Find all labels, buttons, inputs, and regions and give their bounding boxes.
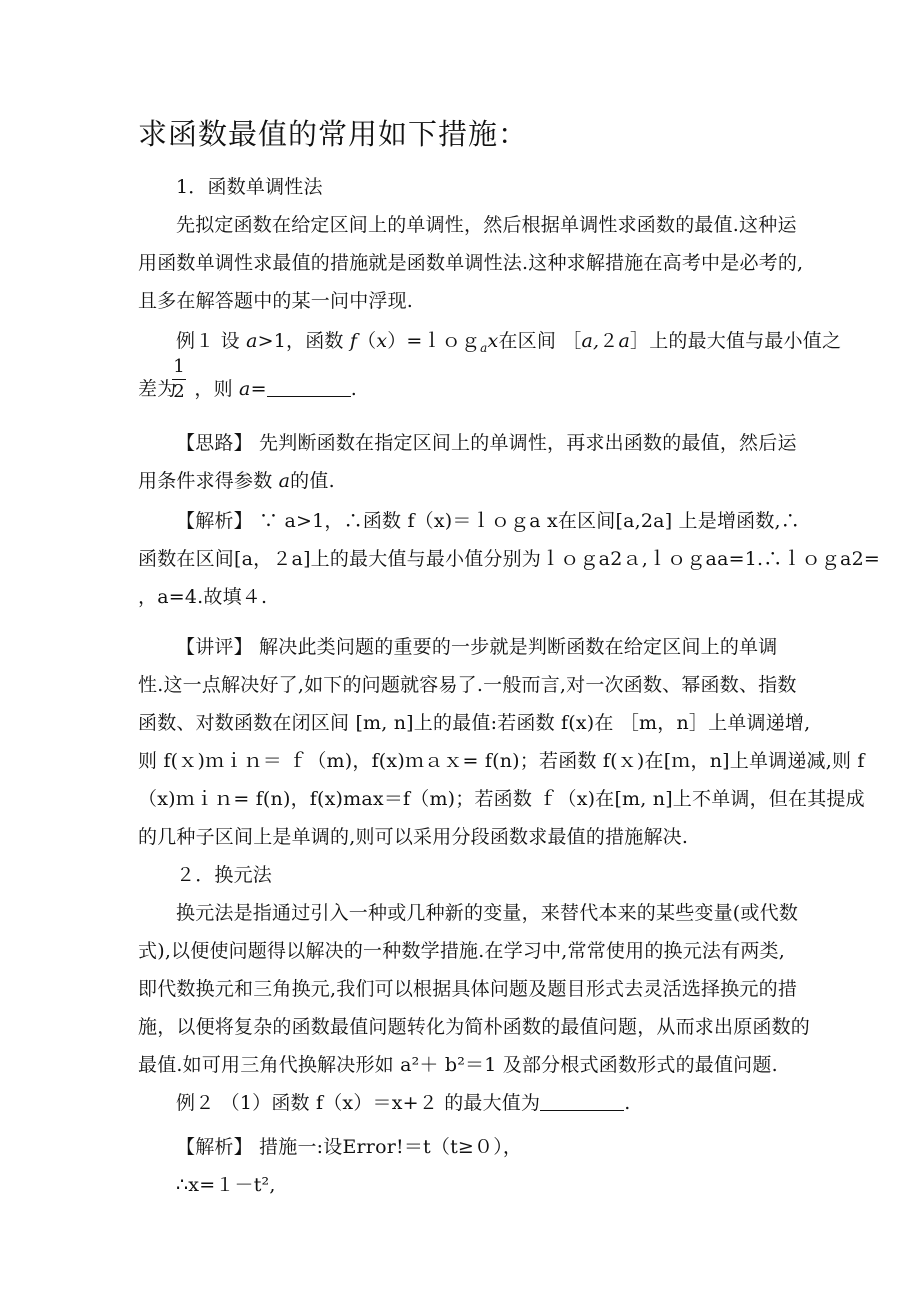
section-2-line-2: 式),以便使问题得以解决的一种数学措施.在学习中,常常使用的换元法有两类, bbox=[138, 940, 785, 962]
example-1-text: ］上的最大值与最小值之 bbox=[630, 330, 842, 352]
solution-2-line-2: ∴x=１－t², bbox=[176, 1174, 276, 1196]
example-1-text: 例１ 设 bbox=[176, 330, 247, 352]
var-x: x bbox=[487, 330, 499, 352]
fraction-one-half bbox=[172, 356, 186, 403]
section-1-heading: 1．函数单调性法 bbox=[176, 176, 323, 198]
comment-line-2: 性.这一点解决好了,如下的问题就容易了.一般而言,对一次函数、幂函数、指数 bbox=[138, 674, 797, 696]
example-1-line-2 bbox=[138, 374, 357, 401]
thought-line-1 bbox=[176, 428, 797, 455]
section-2-line-1: 换元法是指通过引入一种或几种新的变量，来替代本来的某些变量(或代数 bbox=[176, 902, 799, 924]
comment-line-3: 函数、对数函数在闭区间 [m, n]上的最值:若函数 f(x)在 ［m，n］上单调递增, bbox=[138, 712, 811, 734]
var-x: x bbox=[376, 330, 388, 352]
answer-blank[interactable] bbox=[540, 1092, 624, 1111]
fraction-bar bbox=[172, 379, 186, 380]
var-a: a bbox=[246, 330, 258, 352]
solution-1-line-2: 函数在区间[a，２a]上的最大值与最小值分别为ｌｏｇa2ａ,ｌｏｇaa=1.∴ｌｏｇa2= bbox=[138, 548, 880, 570]
comment-line-6: 的几种子区间上是单调的,则可以采用分段函数求最值的措施解决. bbox=[138, 826, 689, 848]
comment-line-4: 则 f(ｘ)ｍｉｎ＝ ｆ（m)，f(x)ｍａｘ= f(n)；若函数 f(ｘ)在[ｍ，n]上单调递减,则 f bbox=[138, 750, 865, 772]
comment-line-1: 【讲评】 解决此类问题的重要的一步就是判断函数在给定区间上的单调 bbox=[176, 636, 778, 658]
number: ２ bbox=[599, 330, 619, 352]
thought-text: 先判断函数在指定区间上的单调性，再求出函数的最值，然后运 bbox=[252, 432, 797, 454]
var-a: a bbox=[618, 330, 630, 352]
equals: = bbox=[250, 378, 267, 400]
var-a: a bbox=[239, 378, 251, 400]
example-2-line bbox=[176, 1088, 630, 1115]
section-1-paragraph-line-3: 且多在解答题中的某一问中浮现. bbox=[138, 290, 414, 312]
section-2-line-4: 施，以便将复杂的函数最值问题转化为简朴函数的最值问题，从而求出原函数的 bbox=[138, 1016, 811, 1038]
section-2-line-3: 即代数换元和三角换元,我们可以根据具体问题及题目形式去灵活选择换元的措 bbox=[138, 978, 798, 1000]
log-text: ）=ｌｏｇ bbox=[387, 330, 481, 352]
example-1-text: >1，函数 bbox=[257, 330, 350, 352]
answer-blank[interactable] bbox=[267, 378, 351, 397]
example-1-text: ，则 bbox=[194, 378, 240, 400]
period: . bbox=[350, 378, 357, 400]
var-a: a bbox=[278, 470, 291, 492]
var-a: a, bbox=[581, 330, 600, 352]
var-f: f bbox=[349, 330, 358, 352]
thought-text: 的值. bbox=[290, 470, 335, 492]
solution-1-line-1: 【解析】 ∵ a>1，∴函数 f（x)＝ｌｏｇa x在区间[a,2a] 上是增函数,∴ bbox=[176, 510, 800, 532]
section-1-paragraph-line-1: 先拟定函数在给定区间上的单调性，然后根据单调性求函数的最值.这种运 bbox=[176, 214, 797, 236]
thought-label: 【思路】 bbox=[176, 432, 253, 454]
example-1-text: 差为 bbox=[138, 378, 177, 400]
page-title: 求函数最值的常用如下措施： bbox=[138, 117, 529, 151]
paren: （ bbox=[357, 330, 377, 352]
period: . bbox=[624, 1092, 631, 1114]
solution-1-line-3: ，a=4.故填４. bbox=[138, 586, 268, 608]
solution-2-line-1: 【解析】 措施一:设Error!＝t（t≥０）， bbox=[176, 1136, 523, 1158]
section-1-paragraph-line-2: 用函数单调性求最值的措施就是函数单调性法.这种求解措施在高考中是必考的, bbox=[138, 252, 804, 274]
example-1-text: 在区间 ［ bbox=[498, 330, 582, 352]
thought-text: 用条件求得参数 bbox=[138, 470, 279, 492]
log-base: a bbox=[480, 340, 488, 355]
thought-line-2 bbox=[138, 466, 335, 493]
fraction-denominator: 2 bbox=[173, 381, 185, 402]
section-2-line-5: 最值.如可用三角代换解决形如 a²＋ b²＝1 及部分根式函数形式的最值问题. bbox=[138, 1054, 778, 1076]
section-2-heading: ２．换元法 bbox=[176, 864, 273, 886]
fraction-numerator: 1 bbox=[173, 356, 185, 377]
comment-line-5: （x)ｍｉｎ= f(n)，f(x)max＝f（m)；若函数 ｆ（x)在[m, n]上不单调，但在其提成 bbox=[138, 788, 865, 810]
example-1-line-1 bbox=[176, 326, 841, 355]
example-2-text: 例２ （1）函数 f（x）＝x+２ 的最大值为 bbox=[176, 1092, 541, 1114]
